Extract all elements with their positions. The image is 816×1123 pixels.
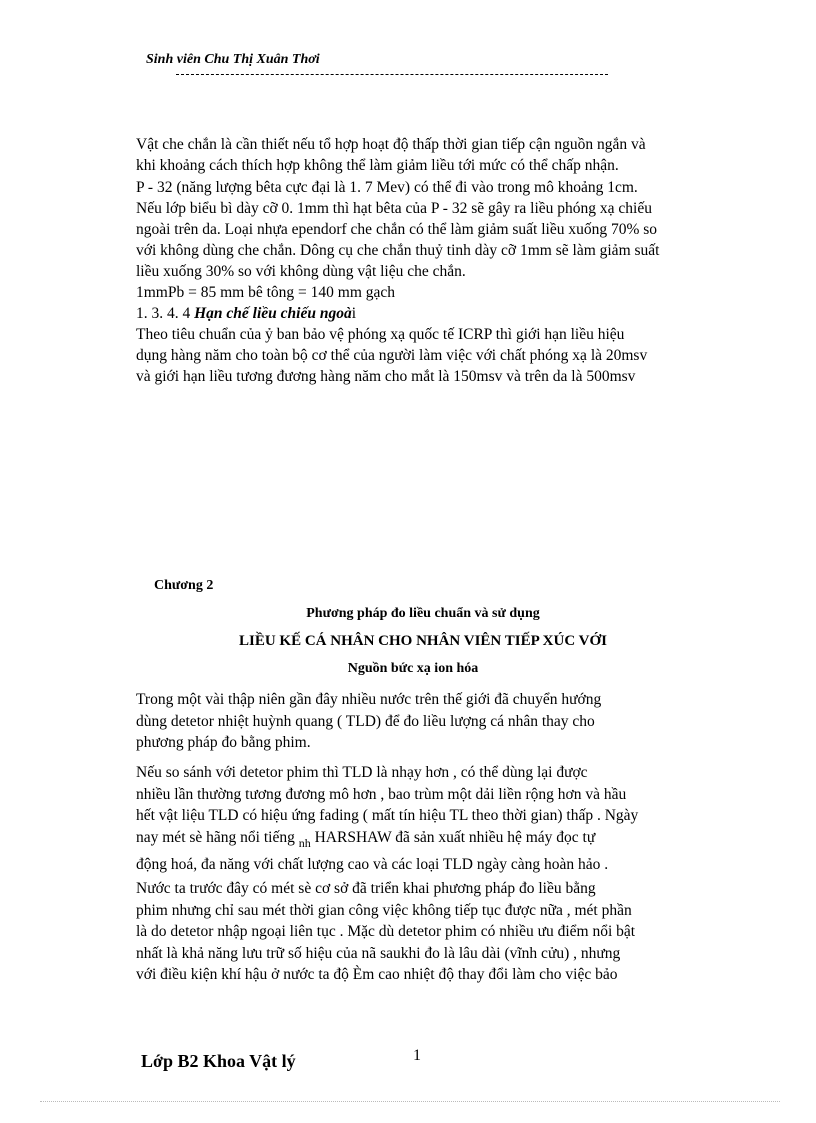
text-line: hết vật liệu TLD có hiệu ứng fading ( mất tín hiệu TL theo thời gian) thấp . Ngày — [136, 807, 639, 824]
text-line: nhiều lần thường tương đương mô hơn , bao trùm một dải liền rộng hơn và hầu — [136, 785, 627, 803]
chapter-title-line2: LIỀU KẾ CÁ NHÂN CHO NHÂN VIÊN TIẾP XÚC VỚI — [239, 633, 607, 649]
paragraph-icrp — [136, 324, 688, 387]
chapter-label: Chương 2 — [154, 578, 214, 593]
heading-text: Hạn chế liều chiếu ngoà — [194, 305, 352, 322]
text-line: Vật che chắn là cần thiết nếu tổ hợp hoạt độ thấp thời gian tiếp cận nguồn ngắn và — [136, 136, 646, 153]
text-line: với không dùng che chắn. Dông cụ che chắn thuỷ tinh dày cỡ 1mm sẽ làm giảm suất — [136, 242, 660, 259]
section-heading-1344 — [136, 303, 688, 324]
text-line: phim nhưng chỉ sau mét thời gian công việc không tiếp tục được nữa , mét phần — [136, 901, 632, 919]
paragraph-p32 — [136, 177, 688, 282]
text-line: phương pháp đo bằng phim. — [136, 734, 311, 751]
text-line: với điều kiện khí hậu ở nước ta độ Èm cao nhiệt độ thay đổi làm cho việc bảo — [136, 966, 618, 983]
chapter-title-line1: Phương pháp đo liều chuẩn và sử dụng — [306, 606, 540, 621]
text-line: dùng detetor nhiệt huỳnh quang ( TLD) để đo liều lượng cá nhân thay cho — [136, 712, 595, 730]
text-line: 1mmPb = 85 mm bê tông = 140 mm gạch — [136, 284, 396, 301]
paragraph-shielding — [136, 134, 688, 176]
text-line: liều xuống 30% so với không dùng vật liệu che chắn. — [136, 263, 466, 280]
text-line: P - 32 (năng lượng bêta cực đại là 1. 7 Mev) có thể đi vào trong mô khoảng 1cm. — [136, 179, 638, 196]
text-line: ngoài trên da. Loại nhựa ependorf che chắn có thể làm giảm suất liều xuống 70% so — [136, 221, 658, 238]
heading-number: 1. 3. 4. 4 — [136, 305, 195, 322]
text-line: dụng hàng năm cho toàn bộ cơ thể của người làm việc với chất phóng xạ là 20msv — [136, 347, 648, 364]
text-line: Nước ta trước đây có mét sè cơ sở đã triển khai phương pháp đo liều bằng — [136, 880, 596, 897]
paragraph-tld-intro — [136, 689, 688, 754]
header-divider — [176, 74, 608, 75]
text-line: Trong một vài thập niên gần đây nhiều nước trên thế giới đã chuyển hướng — [136, 691, 602, 708]
page-number: 1 — [413, 1047, 421, 1064]
text-line: Theo tiêu chuẩn của ỷ ban bảo vệ phóng xạ quốc tế ICRP thì giới hạn liều hiệu — [136, 326, 625, 343]
chapter-title-line3: Nguồn bức xạ ion hóa — [347, 661, 479, 676]
footer-divider — [40, 1101, 780, 1102]
text-line: là do detetor nhập ngoại liên tục . Mặc dù detetor phim có nhiều ưu điểm nổi bật — [136, 923, 636, 940]
text-line: nay mét sè hãng nổi tiếng $_{nh}$ HARSHAW đã sản xuất nhiều hệ máy đọc tự — [136, 828, 596, 850]
header-student-name: Sinh viên Chu Thị Xuân Thơi — [146, 52, 320, 67]
paragraph-film-history — [136, 878, 688, 986]
text-line: Nếu so sánh với detetor phim thì TLD là nhạy hơn , có thể dùng lại được — [136, 764, 588, 781]
footer-class-label: Lớp B2 Khoa Vật lý — [141, 1051, 296, 1071]
text-line: động hoá, đa năng với chất lượng cao và các loại TLD ngày càng hoàn hảo . — [136, 856, 609, 873]
heading-tail: i — [351, 305, 357, 322]
paragraph-tld-comparison — [136, 762, 688, 876]
text-line: nhất là khả năng lưu trữ số hiệu của nã saukhi đo là lâu dài (vĩnh cửu) , nhưng — [136, 944, 621, 962]
text-line: Nếu lớp biểu bì dày cỡ 0. 1mm thì hạt bêta của P - 32 sẽ gây ra liều phóng xạ chiếu — [136, 200, 652, 217]
paragraph-equivalence — [136, 282, 688, 303]
text-line: và giới hạn liều tương đương hàng năm cho mắt là 150msv và trên da là 500msv — [136, 368, 636, 385]
text-line: khi khoảng cách thích hợp không thể làm giảm liều tới mức có thể chấp nhận. — [136, 157, 619, 174]
